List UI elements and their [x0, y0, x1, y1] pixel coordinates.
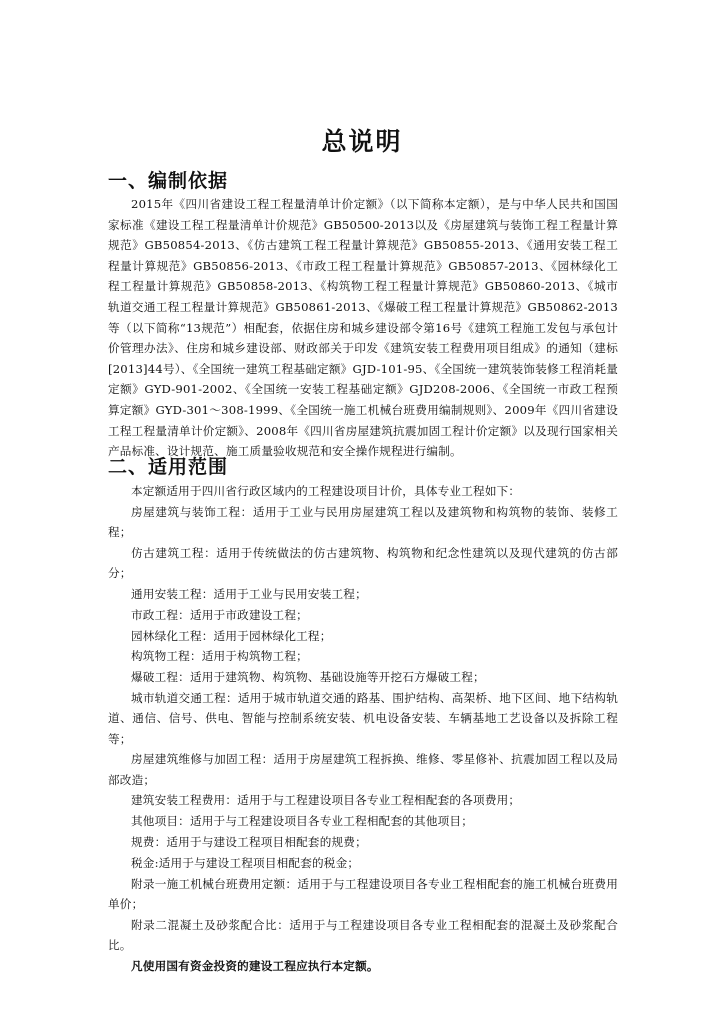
scope-item: 房屋建筑与装饰工程：适用于工业与民用房屋建筑工程以及建筑物和构筑物的装饰、装修工程； — [108, 504, 618, 540]
section-heading-scope: 二、适用范围 — [108, 456, 229, 478]
page-title: 总说明 — [321, 127, 403, 156]
section-heading-basis: 一、编制依据 — [108, 170, 229, 192]
scope-item: 附录一施工机械台班费用定额：适用于与工程建设项目各专业工程相配套的施工机械台班费用单价； — [108, 876, 618, 911]
closing-note: 凡使用国有资金投资的建设工程应执行本定额。 — [131, 958, 379, 973]
scope-item: 仿古建筑工程：适用于传统做法的仿古建筑物、构筑物和纪念性建筑以及现代建筑的仿古部分； — [108, 545, 618, 581]
scope-item: 构筑物工程：适用于构筑物工程； — [131, 649, 308, 664]
scope-item: 园林绿化工程：适用于园林绿化工程； — [131, 628, 332, 643]
scope-item: 房屋建筑维修与加固工程：适用于房屋建筑工程拆换、维修、零星修补、抗震加固工程以及局部改造； — [108, 752, 618, 787]
scope-item: 规费：适用于与建设工程项目相配套的规费； — [131, 835, 367, 850]
scope-item: 建筑安装工程费用：适用于与工程建设项目各专业工程相配套的各项费用； — [131, 793, 521, 808]
scope-item: 市政工程：适用于市政建设工程； — [131, 607, 308, 622]
scope-item: 税金:适用于与建设工程项目相配套的税金； — [131, 855, 360, 870]
scope-item: 附录二混凝土及砂浆配合比：适用于与工程建设项目各专业工程相配套的混凝土及砂浆配合比。 — [108, 917, 618, 953]
scope-item: 其他项目：适用于与工程建设项目各专业工程相配套的其他项目； — [131, 814, 474, 829]
basis-paragraph: 2015年《四川省建设工程工程量清单计价定额》（以下简称本定额），是与中华人民共和国国家标准《建设工程工程量清单计价规范》GB50500-2013以及《房屋建筑与装饰工程工程量计算规范》GB50854-2013、《仿古建筑工程工程量计算规范》GB50855-2013、《通用安装工程工程量计算规范》GB50856-2013、《市政工程工程量计算规范》GB50857-2013、《园林绿化工程工程量计算规范》GB50858-2013、《构筑物工程工程量计算规范》GB50860-2013、《城市轨道交通工程工程量计算规范》GB50861-2013、《爆破工程工程量计算规范》GB50862-2013等（以下简称“13规范”）相配套，依据住房和城乡建设部令第16号《建筑工程施工发包与承包计价管理办法》、住房和城乡建设部、财政部关于印发《建筑安装工程费用项目组成》的通知（建标[2013]44号）、《全国统一建筑工程基础定额》GJD-101-95、《全国统一建筑装饰装修工程消耗量定额》GYD-901-2002、《全国统一安装工程基础定额》GJD208-2006、《全国统一市政工程预算定额》GYD-301～308-1999、《全国统一施工机械台班费用编制规则》、2009年《四川省建设工程工程量清单计价定额》、2008年《四川省房屋建筑抗震加固工程计价定额》以及现行国家相关产品标准、设计规范、施工质量验收规范和安全操作规程进行编制。 — [108, 197, 618, 459]
scope-item: 爆破工程：适用于建筑物、构筑物、基础设施等开挖石方爆破工程； — [131, 670, 485, 685]
scope-item: 本定额适用于四川省行政区域内的工程建设项目计价，具体专业工程如下： — [131, 484, 521, 498]
scope-list — [108, 481, 618, 977]
scope-item: 城市轨道交通工程：适用于城市轨道交通的路基、围护结构、高架桥、地下区间、地下结构轨道、通信、信号、供电、智能与控制系统安装、机电设备安装、车辆基地工艺设备以及拆除工程等； — [108, 690, 618, 746]
scope-item: 通用安装工程：适用于工业与民用安装工程； — [131, 586, 367, 601]
